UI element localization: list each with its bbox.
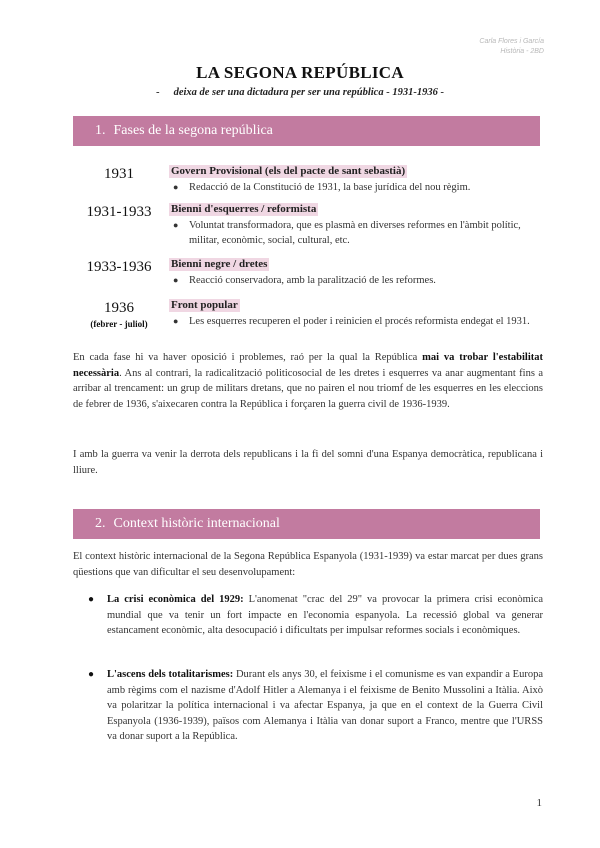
section-heading-1 bbox=[73, 116, 540, 146]
bullet-lead: La crisi econòmica del 1929: bbox=[107, 594, 244, 605]
section-number: 2. bbox=[95, 516, 106, 531]
author-name: Carla Flores i García bbox=[479, 38, 544, 45]
page-title: LA SEGONA REPÚBLICA bbox=[196, 63, 404, 82]
section-title: Context històric internacional bbox=[113, 516, 280, 531]
paragraph-context-intro: El context històric internacional de la Segona República Espanyola (1931-1939) va estar marcat per dues grans qüestions que van dificultar el seu desenvolupament: bbox=[73, 551, 543, 578]
page-subtitle bbox=[0, 87, 600, 98]
section-title: Fases de la segona república bbox=[113, 123, 273, 138]
section-heading-2 bbox=[73, 509, 540, 539]
bullet-icon: ● bbox=[173, 220, 179, 230]
paragraph-text: . Ans al contrari, la radicalització politicosocial de les dretes i esquerres va anar augmentant fins a arribar al trencament: un grup de militars dretans, que no pairen el nou triomf de les esquerres en les eleccions de febrer de 1936, s'aixecaren contra la República i forçaren la guerra civil de 1936-1939. bbox=[73, 367, 543, 410]
subtitle-dash: - bbox=[156, 87, 160, 98]
bullet-text: L'anomenat "crac del 29" va provocar la primera crisi econòmica mundial que va tenir un fort impacte en l'economia espanyola. La recessió global va generar estancament econòmic, alta desocupació i dificultats per impulsar reformes socials i econòmiques. bbox=[107, 594, 543, 637]
phase-year: 1931 bbox=[104, 166, 134, 182]
paragraph-emphasis: mai va trobar l'estabilitat necessària bbox=[73, 352, 544, 379]
phase-title: Bienni d'esquerres / reformista bbox=[171, 203, 317, 215]
bullet-icon: ● bbox=[88, 594, 95, 605]
bullet-icon: ● bbox=[173, 182, 179, 192]
bullet-icon: ● bbox=[173, 316, 179, 326]
section-number: 1. bbox=[95, 123, 106, 138]
phase-year: 1936 bbox=[104, 300, 134, 316]
phase-title: Front popular bbox=[171, 299, 238, 311]
author-header bbox=[479, 37, 544, 57]
bullet-icon: ● bbox=[173, 275, 179, 285]
phase-item bbox=[173, 218, 545, 248]
page-number: 1 bbox=[536, 797, 542, 809]
phase-year: 1933-1936 bbox=[86, 259, 152, 275]
paragraph-text: En cada fase hi va haver oposició i problemes, raó per la qual la República bbox=[73, 352, 423, 363]
phase-item bbox=[173, 273, 545, 288]
list-item bbox=[88, 592, 543, 639]
bullet-icon: ● bbox=[88, 669, 95, 680]
bullet-text: Durant els anys 30, el feixisme i el comunisme es van expandir a Europa amb règims com el nazisme d'Adolf Hitler a Alemanya i el feixisme de Benito Mussolini a Itàlia. Això va polaritzar la política internacional i va afectar Espanya, ja que en el context de la Guerra Civil Espanyola (1936-1939), països com Alemanya i Itàlia van donar suport a Franco, mentre que l'URSS va donar suport a la República. bbox=[107, 669, 543, 743]
phase-item bbox=[173, 180, 545, 195]
phase-item-text: Les esquerres recuperen el poder i reinicien el procés reformista endegat el 1931. bbox=[189, 316, 530, 327]
phase-title: Bienni negre / dretes bbox=[171, 258, 268, 270]
phase-item-text: Voluntat transformadora, que es plasmà en diverses reformes en l'àmbit polític, militar, econòmic, social, cultural, etc. bbox=[189, 220, 521, 246]
paragraph-phases-summary bbox=[73, 350, 543, 412]
phase-item-text: Reacció conservadora, amb la paralització de les reformes. bbox=[189, 275, 436, 286]
bullet-lead: L'ascens dels totalitarismes: bbox=[107, 669, 234, 680]
list-item bbox=[88, 667, 543, 745]
phase-item bbox=[173, 314, 545, 329]
phase-title: Govern Provisional (els del pacte de sant sebastià) bbox=[171, 165, 406, 177]
subtitle-text: deixa de ser una dictadura per ser una república - 1931-1936 - bbox=[173, 87, 444, 98]
phase-year-note: (febrer - juliol) bbox=[90, 319, 148, 329]
course-name: Història - 2BD bbox=[500, 48, 544, 55]
phase-year: 1931-1933 bbox=[86, 204, 152, 220]
paragraph-war-outcome: I amb la guerra va venir la derrota dels republicans i la fi del somni d'una Espanya democràtica, republicana i lliure. bbox=[73, 449, 543, 476]
phase-item-text: Redacció de la Constitució de 1931, la base jurídica del nou règim. bbox=[189, 182, 471, 193]
